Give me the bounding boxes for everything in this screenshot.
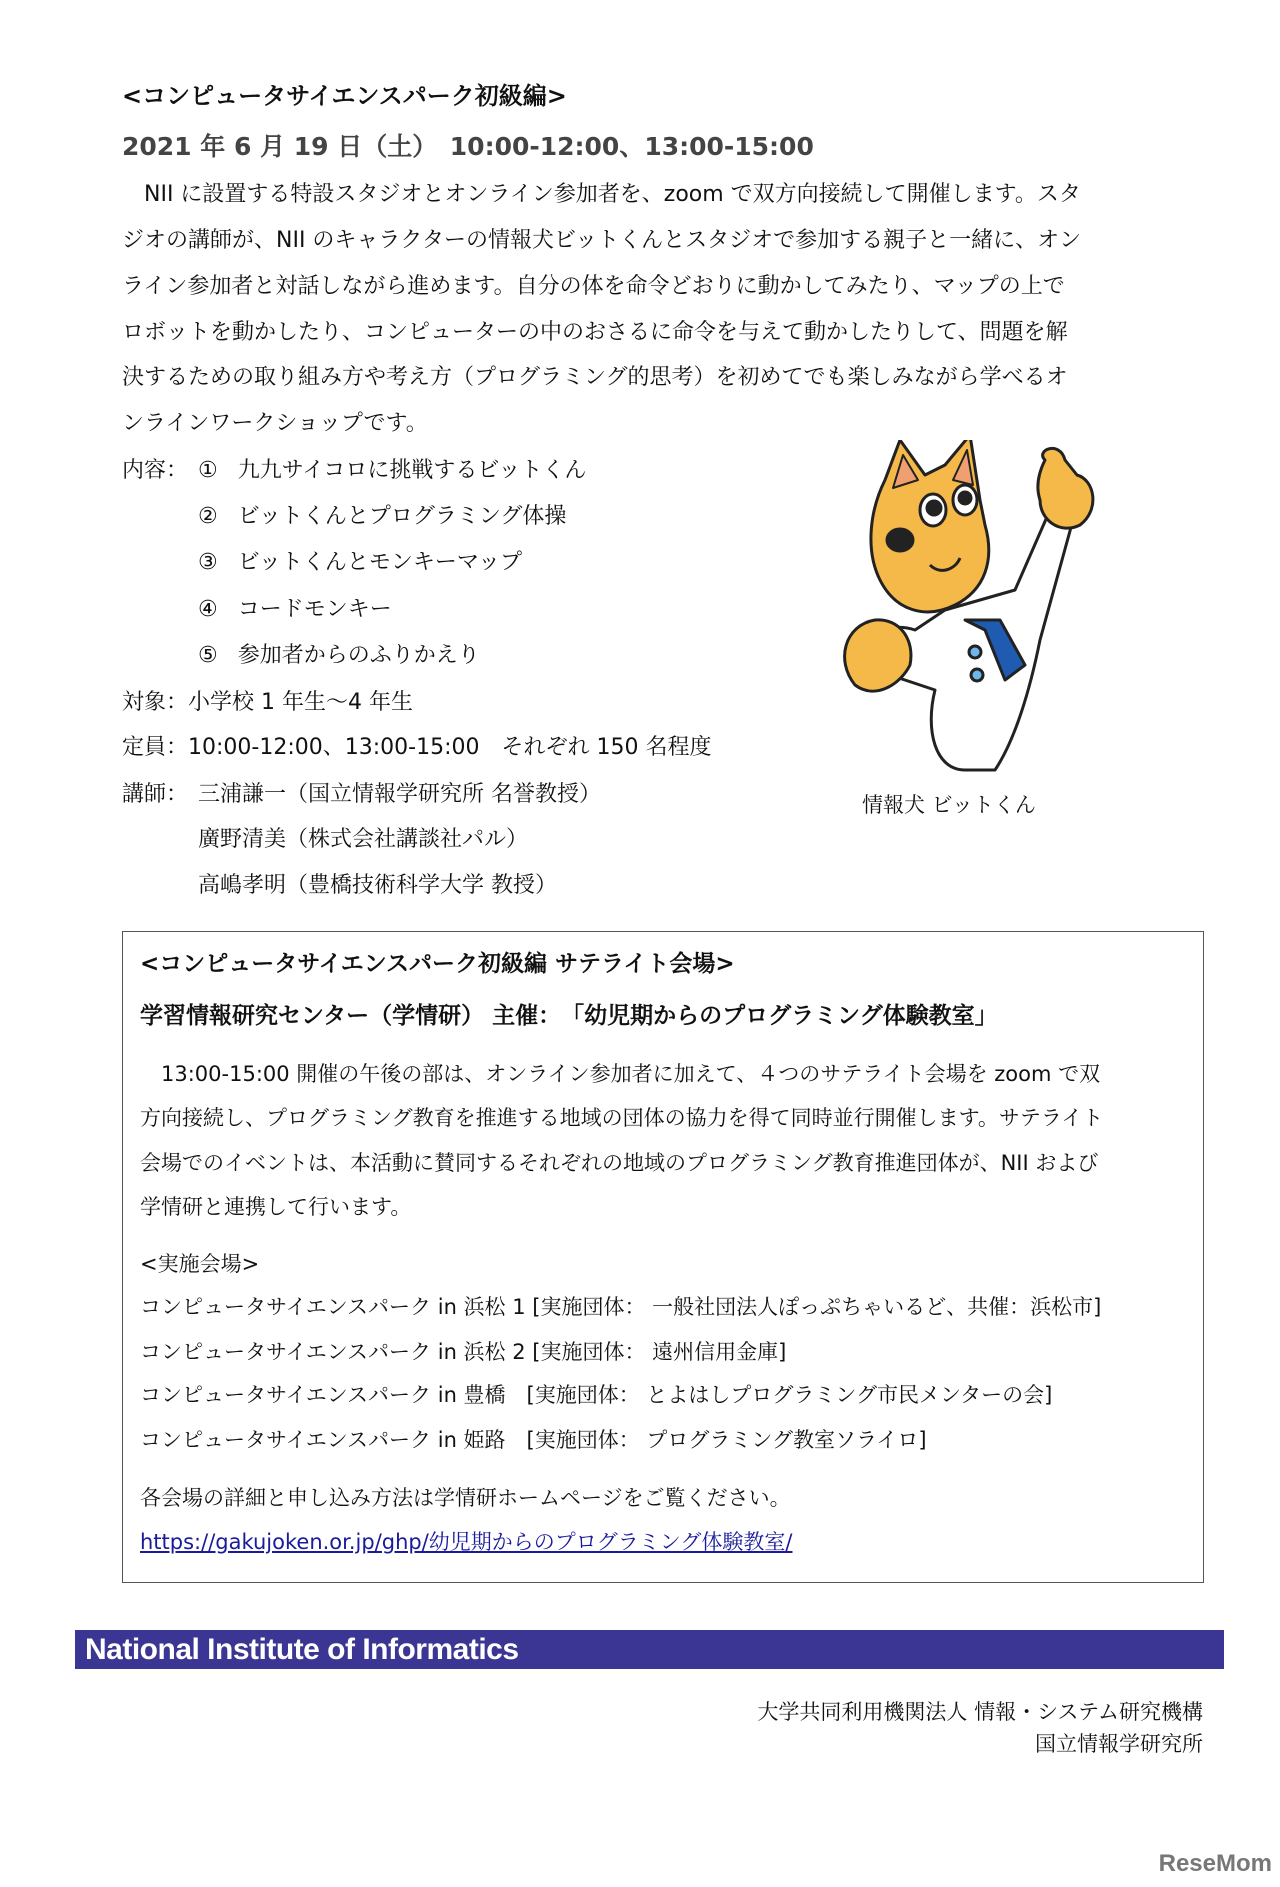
- nii-banner-text: National Institute of Informatics: [85, 1633, 519, 1666]
- item-text: ビットくんとプログラミング体操: [237, 504, 567, 529]
- satellite-title: <コンピュータサイエンスパーク初級編 サテライト会場>: [140, 951, 735, 977]
- item-number: ⑤: [198, 643, 218, 668]
- satellite-body-line: 学情研と連携して行います。: [140, 1195, 412, 1219]
- instructors-label: 講師：: [122, 782, 189, 807]
- section-title: <コンピュータサイエンスパーク初級編>: [122, 82, 567, 110]
- item-number: ①: [198, 458, 218, 483]
- instructor: 高嶋孝明（豊橋技術科学大学 教授）: [198, 873, 557, 898]
- venues-label: <実施会場>: [140, 1252, 260, 1276]
- venue-item: コンピュータサイエンスパーク in 浜松 1 [実施団体： 一般社団法人ぽっぷちゃいるど、共催：浜松市]: [140, 1295, 1102, 1319]
- satellite-body-line: 13:00-15:00 開催の午後の部は、オンライン参加者に加えて、４つのサテライト会場を zoom で双: [140, 1062, 1101, 1086]
- intro-line: ロボットを動かしたり、コンピューターの中のおさるに命令を与えて動かしたりして、問題を解: [122, 320, 1068, 345]
- mascot-caption: 情報犬 ビットくん: [862, 793, 1036, 817]
- intro-line: NII に設置する特設スタジオとオンライン参加者を、zoom で双方向接続して開催します。スタ: [122, 182, 1081, 207]
- venue-item: コンピュータサイエンスパーク in 豊橋 [実施団体： とよはしプログラミング市民メンターの会]: [140, 1383, 1053, 1407]
- satellite-body-line: 方向接続し、プログラミング教育を推進する地域の団体の協力を得て同時並行開催します。サテライト: [140, 1106, 1104, 1130]
- target-audience: 対象：小学校 1 年生～4 年生: [122, 690, 413, 715]
- intro-line: ライン参加者と対話しながら進めます。自分の体を命令どおりに動かしてみたり、マップの上で: [122, 274, 1065, 299]
- contents-item: [198, 596, 392, 624]
- item-text: ビットくんとモンキーマップ: [237, 550, 522, 575]
- org-line-2: 国立情報学研究所: [1035, 1732, 1203, 1756]
- venue-item: コンピュータサイエンスパーク in 浜松 2 [実施団体： 遠州信用金庫]: [140, 1340, 787, 1364]
- instructor: 三浦謙一（国立情報学研究所 名誉教授）: [198, 782, 601, 807]
- item-number: ④: [198, 597, 218, 622]
- intro-line: ジオの講師が、NII のキャラクターの情報犬ビットくんとスタジオで参加する親子と一緒に、オン: [122, 228, 1082, 253]
- item-text: 九九サイコロに挑戦するビットくん: [237, 458, 587, 483]
- contents-item: [198, 642, 480, 670]
- contents-item: [198, 457, 586, 485]
- capacity: 定員：10:00-12:00、13:00-15:00 それぞれ 150 名程度: [122, 735, 712, 760]
- mascot-bit-kun-illustration: [815, 440, 1110, 785]
- venue-item: コンピュータサイエンスパーク in 姫路 [実施団体： プログラミング教室ソライロ]: [140, 1428, 927, 1452]
- item-text: 参加者からのふりかえり: [237, 643, 480, 668]
- intro-line: ンラインワークショップです。: [122, 411, 428, 436]
- contents-label: 内容：: [122, 458, 189, 483]
- instructor: 廣野清美（株式会社講談社パル）: [198, 827, 529, 852]
- item-number: ③: [198, 550, 218, 575]
- item-number: ②: [198, 504, 218, 529]
- gakujoken-link[interactable]: https://gakujoken.or.jp/ghp/幼児期からのプログラミング体験教室/: [140, 1530, 793, 1554]
- satellite-body-line: 会場でのイベントは、本活動に賛同するそれぞれの地域のプログラミング教育推進団体が、NII および: [140, 1151, 1099, 1175]
- resemom-watermark-logo: ReseMom: [1158, 1850, 1272, 1877]
- details-note: 各会場の詳細と申し込み方法は学情研ホームページをご覧ください。: [140, 1486, 791, 1510]
- nii-banner: [75, 1630, 1224, 1669]
- event-date: 2021 年 6 月 19 日（土） 10:00-12:00、13:00-15:00: [122, 132, 814, 161]
- satellite-organizer: 学習情報研究センター（学情研） 主催： 「幼児期からのプログラミング体験教室」: [140, 1003, 998, 1029]
- contents-item: [198, 503, 566, 531]
- org-line-1: 大学共同利用機関法人 情報・システム研究機構: [757, 1700, 1203, 1724]
- intro-line: 決するための取り組み方や考え方（プログラミング的思考）を初めてでも楽しみながら学べるオ: [122, 365, 1068, 390]
- contents-item: [198, 549, 522, 577]
- item-text: コードモンキー: [237, 597, 392, 622]
